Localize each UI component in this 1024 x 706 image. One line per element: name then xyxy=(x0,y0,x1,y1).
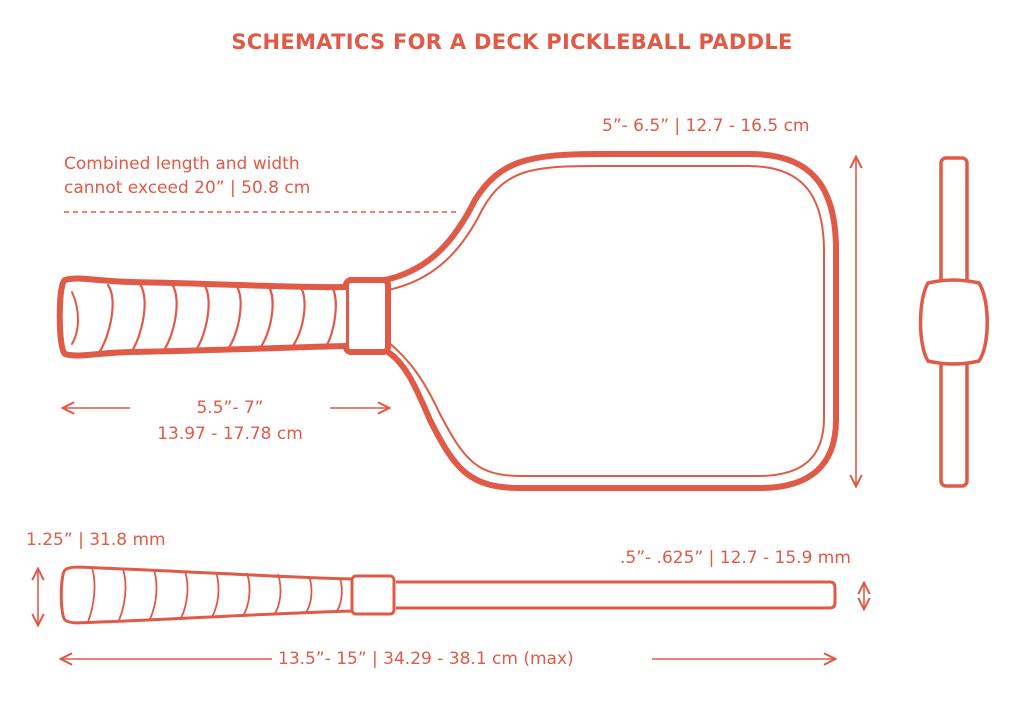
page-title: SCHEMATICS FOR A DECK PICKLEBALL PADDLE xyxy=(231,30,793,54)
handle-collar xyxy=(346,280,388,352)
combined-limit-label-line1: Combined length and width xyxy=(64,154,300,174)
combined-limit-label-line2: cannot exceed 20” | 50.8 cm xyxy=(64,178,311,198)
paddle-side-view xyxy=(921,158,988,486)
thickness-label: .5”- .625” | 12.7 - 15.9 mm xyxy=(620,548,851,568)
handle-length-label-line1: 5.5”- 7” xyxy=(130,396,330,420)
grip-diameter-label: 1.25” | 31.8 mm xyxy=(26,530,166,550)
head-width-label: 5”- 6.5” | 12.7 - 16.5 cm xyxy=(602,116,810,136)
total-length-label: 13.5”- 15” | 34.29 - 38.1 cm (max) xyxy=(278,649,574,669)
paddle-edge-view xyxy=(61,567,835,623)
handle-length-label-line2: 13.97 - 17.78 cm xyxy=(157,424,303,444)
